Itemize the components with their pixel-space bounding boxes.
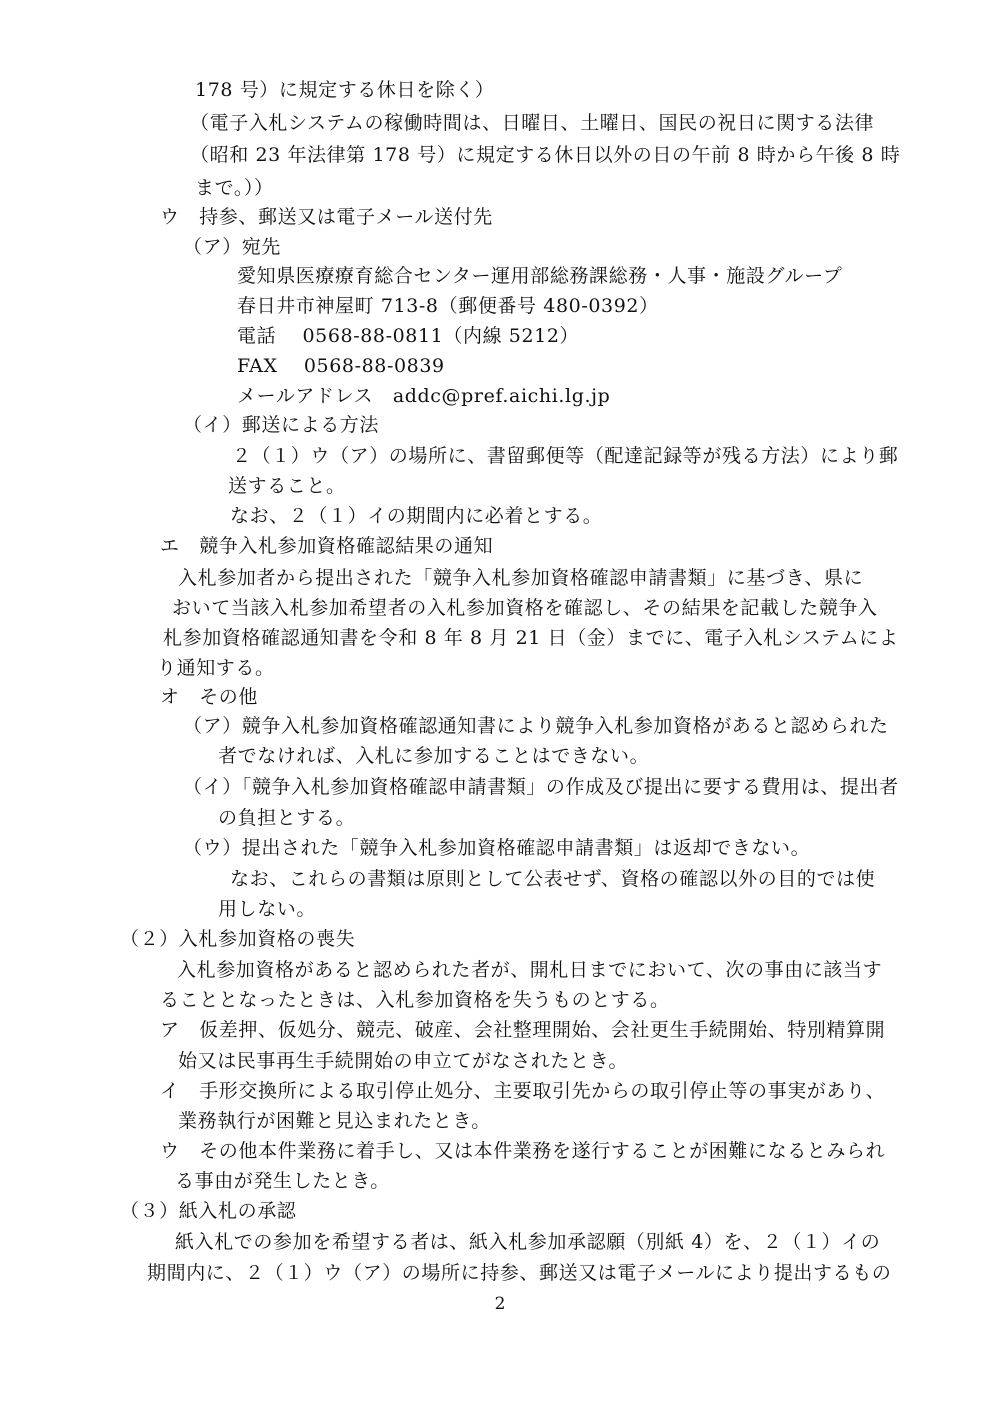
text-line: 始又は民事再生手続開始の申立てがなされたとき。: [178, 1050, 629, 1072]
section-heading: （３）紙入札の承認: [120, 1200, 297, 1222]
section-heading: エ 競争入札参加資格確認結果の通知: [160, 535, 494, 557]
text-line: 春日井市神屋町 713-8（郵便番号 480-0392）: [237, 295, 659, 317]
text-line: 入札参加者から提出された「競争入札参加資格確認申請書類」に基づき、県に: [178, 567, 864, 589]
subsection-heading: （ア）宛先: [183, 236, 282, 258]
text-line: （ア）競争入札参加資格確認通知書により競争入札参加資格があると認められた: [183, 715, 889, 737]
text-line: （イ）「競争入札参加資格確認申請書類」の作成及び提出に要する費用は、提出者: [183, 776, 899, 798]
page-number: 2: [494, 1294, 506, 1314]
text-line: 用しない。: [218, 898, 317, 920]
text-line: 入札参加資格があると認められた者が、開札日までにおいて、次の事由に該当す: [177, 959, 883, 981]
text-line: （電子入札システムの稼働時間は、日曜日、土曜日、国民の祝日に関する法律: [190, 112, 875, 134]
text-line: なお、これらの書類は原則として公表せず、資格の確認以外の目的では使: [230, 868, 876, 890]
text-line: 札参加資格確認通知書を令和 8 年 8 月 21 日（金）までに、電子入札システムによ: [163, 627, 899, 649]
text-line: ア 仮差押、仮処分、競売、破産、会社整理開始、会社更生手続開始、特別精算開: [160, 1019, 886, 1041]
text-line: 愛知県医療療育総合センター運用部総務課総務・人事・施設グループ: [237, 265, 843, 287]
section-heading: オ その他: [160, 686, 259, 708]
text-line: の負担とする。: [218, 807, 356, 829]
text-line: 期間内に、２（１）ウ（ア）の場所に持参、郵送又は電子メールにより提出するもの: [147, 1262, 892, 1284]
section-heading: ウ 持参、郵送又は電子メール送付先: [160, 206, 493, 228]
text-line: メールアドレス addc@pref.aichi.lg.jp: [237, 385, 611, 407]
text-line: イ 手形交換所による取引停止処分、主要取引先からの取引停止等の事実があり、: [160, 1080, 886, 1102]
text-line: る事由が発生したとき。: [175, 1170, 390, 1192]
text-line: ることとなったときは、入札参加資格を失うものとする。: [160, 989, 670, 1011]
text-line: 送すること。: [228, 475, 346, 497]
text-line: ウ その他本件業務に着手し、又は本件業務を遂行することが困難になるとみられ: [160, 1140, 886, 1162]
text-line: おいて当該入札参加希望者の入札参加資格を確認し、その結果を記載した競争入: [172, 597, 878, 619]
text-line: 者でなければ、入札に参加することはできない。: [218, 745, 650, 767]
text-line: FAX 0568-88-0839: [237, 355, 445, 377]
text-line: （昭和 23 年法律第 178 号）に規定する休日以外の日の午前 8 時から午後 8 時: [190, 144, 901, 166]
subsection-heading: （イ）郵送による方法: [183, 414, 380, 436]
text-line: （ウ）提出された「競争入札参加資格確認申請書類」は返却できない。: [183, 837, 811, 859]
text-line: 178 号）に規定する休日を除く）: [195, 79, 495, 101]
text-line: なお、２（１）イの期間内に必着とする。: [230, 505, 603, 527]
text-line: 業務執行が困難と見込まれたとき。: [178, 1110, 491, 1132]
text-line: ２（１）ウ（ア）の場所に、書留郵便等（配達記録等が残る方法）により郵: [232, 445, 899, 467]
text-line: 電話 0568-88-0811（内線 5212）: [237, 325, 580, 347]
section-heading: （２）入札参加資格の喪失: [120, 928, 356, 950]
text-line: まで。））: [195, 177, 274, 199]
text-line: り通知する。: [157, 657, 275, 679]
text-line: 紙入札での参加を希望する者は、紙入札参加承認願（別紙 4）を、２（１）イの: [175, 1231, 881, 1253]
